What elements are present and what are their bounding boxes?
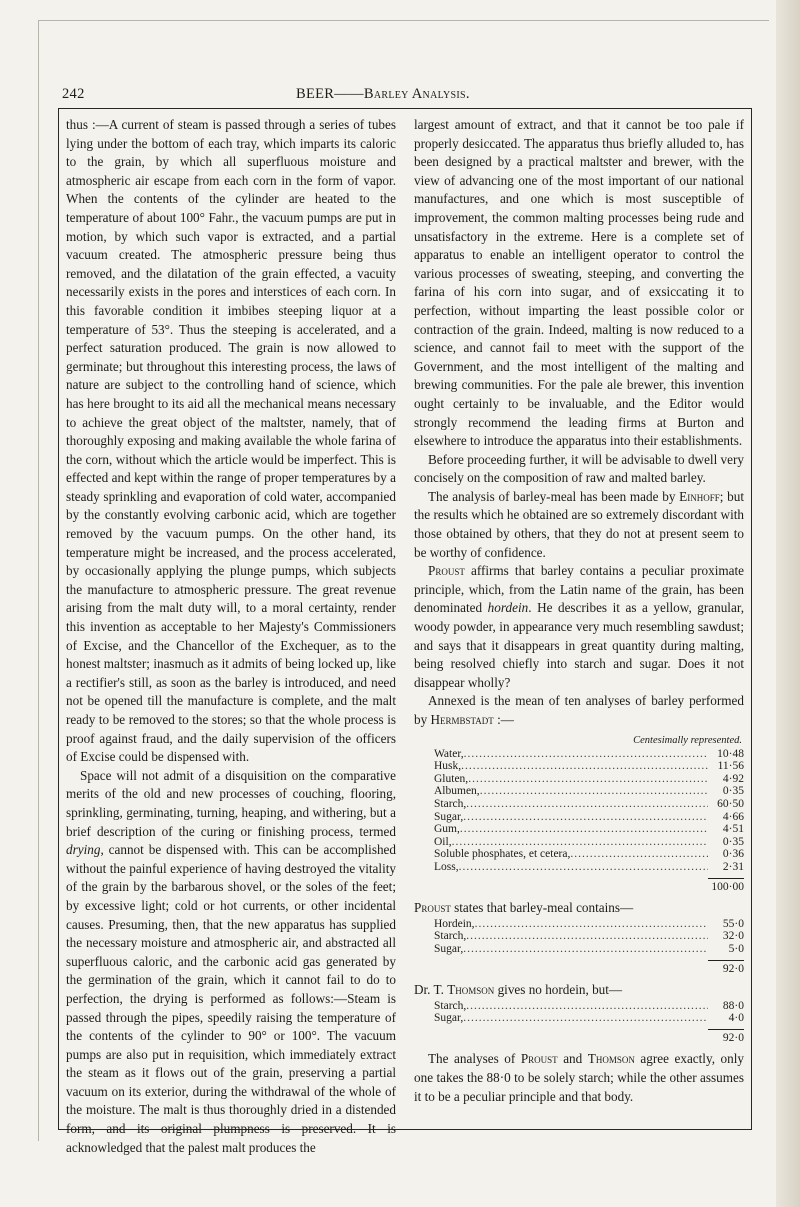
text-run: agree exactly, only one takes the 88·0 to be solely starch; while the other assumes it to be a peculiar principle and that body. (414, 1051, 744, 1104)
table-total: 92·0 (722, 1031, 744, 1044)
text-run: :— (493, 712, 514, 727)
row-value: 10·48 (717, 747, 744, 760)
author-name: Thomson (587, 1051, 635, 1067)
paragraph: thus :—A current of steam is passed through a series of tubes lying under the bottom of each tray, which imparts its caloric to the grain, by which all superfluous moisture and atmospheric air escape from each corn in the form of vapor. When the contents of the cylinder are heated to the temperature of about 100° Fahr., the vacuum pumps are put in motion, by which such vapor is extracted, and a partial vacuum created. The atmospheric pressure being thus removed, and the dilatation of the grain effected, a vacuity necessarily exists in the pores and interstices of each corn. In this favorable condition it imbibes steeping liquor at a temperature of 53°. Thus the steeping is accelerated, and a perfect saturation produced. The grain is now allowed to germinate; but throughout this interesting process, the laws of nature are subject to the controlling hand of science, which has here brought to its aid all the mechanical means necessary to achieve the great object of the maltster, namely, that of thoroughly exposing and making available the whole farina of the corn, without which the article would be imperfect. This is effected and kept within the range of proper temperatures by a steady sprinkling and evaporation of cold water, accompanied by the constantly evolving carbonic acid, which are together removed by the vacuum pumps. On the other hand, its temperature might be increased, and the process accelerated, by occasionally applying the plunge pumps, which subjects the manufacture to atmospheric pressure. The great revenue arising from the malt duty will, to a moral certainty, render this invention as acceptable to her Majesty's Commissioners of Excise, and the Chancellor of the Exchequer, as to the honest maltster; inasmuch as it admits of being locked up, like a rectifier's still, as soon as the barley is introduced, and need not be opened till the manufacture is complete, and the malt ready to be removed to the stores; so that the whole process is proof against fraud, and the daily supervision of the officers of Excise could be dispensed with. (66, 117, 396, 765)
table-caption: Centesimally represented. (633, 734, 742, 746)
dot-leader (466, 798, 708, 811)
table-row (434, 836, 744, 849)
row-value: 60·50 (717, 797, 744, 810)
table-row (434, 861, 744, 874)
dot-leader (475, 918, 708, 931)
paragraph (414, 562, 744, 692)
dot-leader (459, 861, 708, 874)
row-label: Husk, (434, 760, 462, 773)
row-label: Sugar, (434, 1012, 464, 1025)
dot-leader (463, 811, 708, 824)
italic-term: drying (66, 842, 101, 858)
table-row (434, 823, 744, 836)
scan-edge (776, 0, 800, 1207)
table-row (434, 798, 744, 811)
text-run: . He describes it as a yellow, granular, woody powder, in appearance very much resembling sawdust; and says that it disappears in great quantity during malting, being resolved chiefly into starch and sugar. Does it not disappear wholly? (414, 600, 744, 690)
dot-leader (464, 748, 708, 761)
row-value: 55·0 (722, 917, 744, 930)
row-label: Gluten, (434, 772, 469, 785)
composition-table-thomson (434, 1000, 744, 1045)
author-name: Proust (520, 1051, 558, 1067)
composition-table-hermbstadt (434, 748, 744, 894)
paragraph (414, 899, 744, 918)
row-label: Oil, (434, 835, 452, 848)
row-value: 4·92 (722, 772, 744, 785)
dot-leader (466, 1000, 708, 1013)
row-label: Loss, (434, 860, 459, 873)
table-row (434, 1012, 744, 1025)
paragraph: largest amount of extract, and that it cannot be too pale if properly desiccated. The apparatus thus briefly alluded to, has been designed by a practical maltster and brewer, with the view of advancing one of the most important of our national manufactures, and one which is most susceptible of improvement, the common malting processes being rude and unsatisfactory in the extreme. Here is a complete set of apparatus to enable an intelligent operator to control the various processes of sweating, steeping, and converting the farina of his corn into sugar, and of exsiccating it to perfection, without imparting the least possible color or contraction of the grain. Indeed, malting is now reduced to a science, and cannot fail to meet with the support of the Government, and the most intelligent of the malting and brewing communities. For the pale ale brewer, this invention ought certainly to be invaluable, and the Editor would strongly recommend the leading firms at Burton and elsewhere to introduce the apparatus into their establishments. (414, 117, 744, 449)
text-run: affirms that barley contains a peculiar proximate principle, which, from the Latin name of the grain, has been denominated (414, 563, 744, 616)
sum-rule (708, 878, 744, 879)
text-run: Annexed is the mean of ten analyses of barley performed by (414, 693, 744, 727)
row-value: 4·51 (722, 823, 744, 836)
row-label: Sugar, (434, 942, 464, 955)
row-value: 5·0 (728, 942, 744, 955)
row-label: Starch, (434, 999, 467, 1012)
author-name: Hermbstadt (430, 712, 494, 727)
row-value: 11·56 (717, 760, 744, 773)
table-row (434, 943, 744, 956)
dot-leader (463, 943, 708, 956)
sum-rule (708, 1029, 744, 1030)
dot-leader (463, 1012, 708, 1025)
dot-leader (468, 773, 708, 786)
row-label: Hordein, (434, 917, 475, 930)
table-row (434, 1000, 744, 1013)
row-label: Gum, (434, 823, 460, 836)
running-title: BEER——Barley Analysis. (296, 86, 470, 102)
right-column (414, 116, 744, 1106)
text-run: and (557, 1051, 588, 1067)
composition-table-proust (434, 918, 744, 975)
author-name: Proust (428, 563, 465, 579)
text-run: ; but the results which he obtained are so extremely discordant with those obtained by others, that they do not at present seem to be worthy of confidence. (414, 488, 744, 560)
text-run: The analysis of barley-meal has been made by (428, 488, 680, 504)
text-run: states that barley-meal contains— (450, 900, 634, 916)
left-column (66, 116, 396, 1157)
dot-leader (466, 930, 708, 943)
row-value: 0·36 (722, 848, 744, 861)
row-label: Starch, (434, 797, 467, 810)
dot-leader (460, 823, 708, 836)
table-row (434, 748, 744, 761)
dot-leader (452, 836, 708, 849)
dot-leader (570, 848, 708, 861)
paragraph (66, 767, 396, 1157)
row-value: 32·0 (722, 930, 744, 943)
paragraph (414, 1050, 744, 1106)
dot-leader (480, 785, 708, 798)
table-row (434, 811, 744, 824)
paragraph (414, 692, 744, 729)
paragraph (414, 981, 744, 1000)
row-label: Albumen, (434, 785, 480, 798)
running-header (62, 86, 752, 108)
table-total: 92·0 (722, 962, 744, 975)
row-value: 0·35 (722, 835, 744, 848)
text-run: gives no hordein, but— (494, 982, 623, 998)
text-run: Dr. T. (414, 982, 448, 998)
table-row (434, 785, 744, 798)
table-total: 100·00 (711, 880, 744, 893)
row-value: 4·0 (728, 1012, 744, 1025)
sum-rule (708, 960, 744, 961)
text-run: Space will not admit of a disquisition on the comparative merits of the old and new processes of couching, flooring, sprinkling, germinating, turning, heaping, and withering, but a brief description of the curing or finishing process, termed (66, 767, 396, 839)
row-value: 4·66 (722, 810, 744, 823)
italic-term: hordein (487, 600, 529, 616)
author-name: Proust (414, 900, 451, 916)
page-number: 242 (62, 86, 85, 102)
paragraph: Before proceeding further, it will be advisable to dwell very concisely on the composition of raw and malted barley. (414, 451, 744, 486)
row-label: Soluble phosphates, et cetera, (434, 848, 571, 861)
table-row (434, 760, 744, 773)
row-label: Starch, (434, 930, 467, 943)
paragraph (414, 488, 744, 562)
table-row (434, 930, 744, 943)
table-row (434, 773, 744, 786)
row-label: Water, (434, 747, 464, 760)
dot-leader (461, 760, 708, 773)
author-name: Einhoff (679, 488, 720, 504)
row-value: 0·35 (722, 785, 744, 798)
text-run: The analyses of (428, 1051, 521, 1067)
row-value: 88·0 (722, 999, 744, 1012)
row-value: 2·31 (722, 860, 744, 873)
text-run: , cannot be dispensed with. This can be accomplished without the painful experience of having destroyed the vitality of the grain by the barbarous shovel, or the soles of the feet; by excessive light; cold or hot currents, or other incidental causes. Presuming, then, that the new apparatus has supplied the necessary moisture and atmospheric air, and abstracted all superfluous caloric, and the carbonic acid gas generated by the germination of the grain, which it cannot fail to do to perfection, the drying is performed as follows:—Steam is passed through the pipes, speedily raising the temperature of the contents of the cylinder to 90° or 100°. The vacuum pumps are also put in requisition, which immediately extract the steam as it flows out of the grain, preserving a partial vacuum on its exterior, during the withdrawal of the whole of the moisture. The malt is thus thoroughly dried in a distended form, and its original plumpness is preserved. It is acknowledged that the palest malt produces the (66, 842, 396, 1155)
table-row (434, 848, 744, 861)
author-name: Thomson (447, 982, 495, 998)
row-label: Sugar, (434, 810, 464, 823)
table-row (434, 918, 744, 931)
